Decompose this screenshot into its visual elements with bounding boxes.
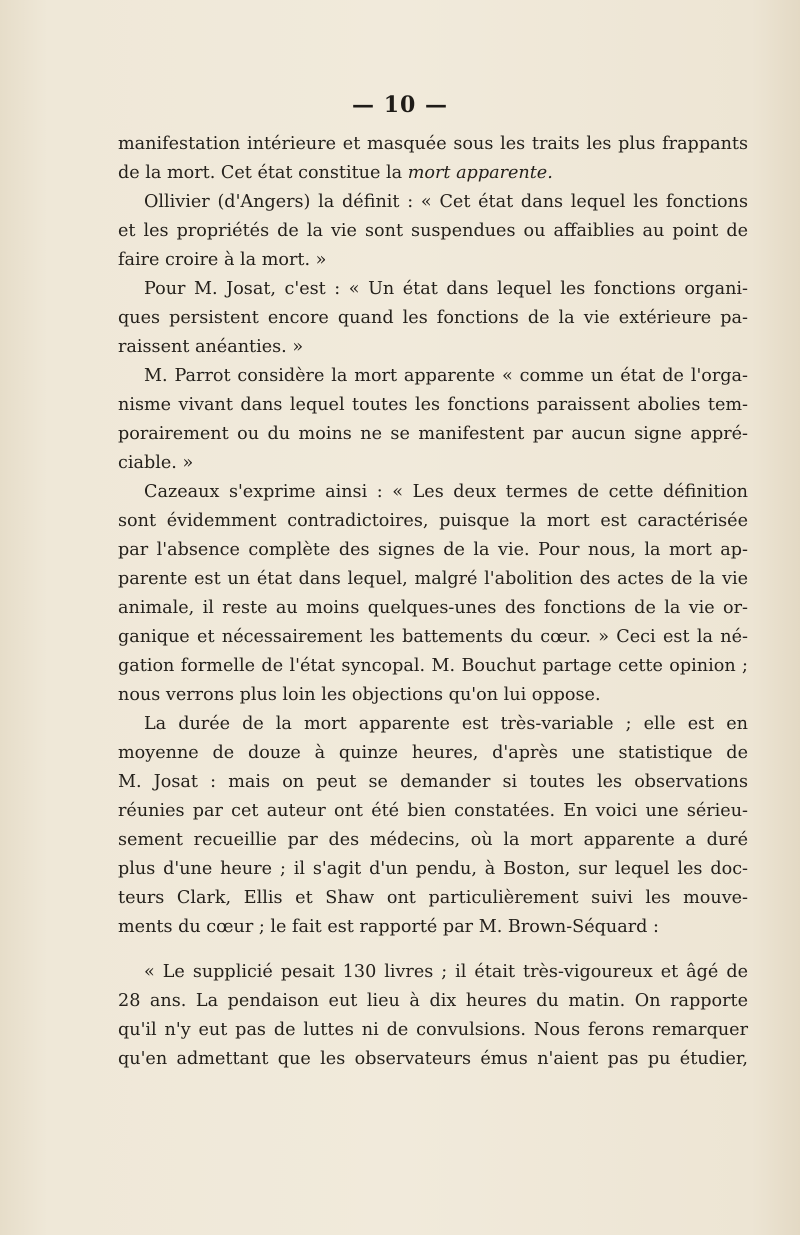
paragraph [118, 275, 748, 362]
emphasized-term: mort apparente. [407, 163, 553, 183]
body-text [118, 130, 748, 1074]
text-line: nous verrons plus loin les objections qu'on lui oppose. [118, 685, 601, 705]
text-line: plus d'une heure ; il s'agit d'un pendu, à Boston, sur lequel les doc- [118, 859, 748, 879]
paragraph [118, 710, 748, 942]
text-line: qu'en admettant que les observateurs émus n'aient pas pu étudier, [118, 1049, 748, 1069]
text-line: M. Parrot considère la mort apparente « comme un état de l'orga- [144, 366, 748, 386]
text-line: réunies par cet auteur ont été bien constatées. En voici une sérieu- [118, 801, 748, 821]
paragraph [118, 362, 748, 478]
page-number: — 10 — [352, 92, 448, 118]
text-line: Pour M. Josat, c'est : « Un état dans lequel les fonctions organi- [144, 279, 748, 299]
text-line: ques persistent encore quand les fonctions de la vie extérieure pa- [118, 308, 748, 328]
text-line: qu'il n'y eut pas de luttes ni de convulsions. Nous ferons remarquer [118, 1020, 748, 1040]
text-line: sement recueillie par des médecins, où la mort apparente a duré [118, 830, 748, 850]
text-line: ganique et nécessairement les battements du cœur. » Ceci est la né- [118, 627, 748, 647]
text-line: Ollivier (d'Angers) la définit : « Cet état dans lequel les fonctions [144, 192, 748, 212]
text-line: nisme vivant dans lequel toutes les fonctions paraissent abolies tem- [118, 395, 748, 415]
text-line: gation formelle de l'état syncopal. M. Bouchut partage cette opinion ; [118, 656, 748, 676]
paragraph [118, 478, 748, 710]
paragraph [118, 188, 748, 275]
text-line: La durée de la mort apparente est très-variable ; elle est en [144, 714, 748, 734]
paragraph [118, 130, 748, 188]
paragraph [118, 958, 748, 1074]
text-line: par l'absence complète des signes de la vie. Pour nous, la mort ap- [118, 540, 748, 560]
text-line: animale, il reste au moins quelques-unes des fonctions de la vie or- [118, 598, 748, 618]
text-line: « Le supplicié pesait 130 livres ; il était très-vigoureux et âgé de [144, 962, 748, 982]
text-line: moyenne de douze à quinze heures, d'après une statistique de [118, 743, 748, 763]
text-line: et les propriétés de la vie sont suspendues ou affaiblies au point de [118, 221, 748, 241]
text-line: Cazeaux s'exprime ainsi : « Les deux termes de cette définition [144, 482, 748, 502]
text-line: de la mort. Cet état constitue la mort apparente. [118, 163, 553, 183]
text-line: teurs Clark, Ellis et Shaw ont particulièrement suivi les mouve- [118, 888, 748, 908]
text-line: raissent anéanties. » [118, 337, 304, 357]
text-line: 28 ans. La pendaison eut lieu à dix heures du matin. On rapporte [118, 991, 748, 1011]
paragraph-gap [118, 942, 748, 958]
text-line: M. Josat : mais on peut se demander si toutes les observations [118, 772, 748, 792]
text-line: sont évidemment contradictoires, puisque la mort est caractérisée [118, 511, 748, 531]
text-line: faire croire à la mort. » [118, 250, 327, 270]
text-line: porairement ou du moins ne se manifestent par aucun signe appré- [118, 424, 748, 444]
text-line: parente est un état dans lequel, malgré l'abolition des actes de la vie [118, 569, 748, 589]
text-line: ments du cœur ; le fait est rapporté par M. Brown-Séquard : [118, 917, 659, 937]
text-line: manifestation intérieure et masquée sous les traits les plus frappants [118, 134, 748, 154]
text-line: ciable. » [118, 453, 194, 473]
